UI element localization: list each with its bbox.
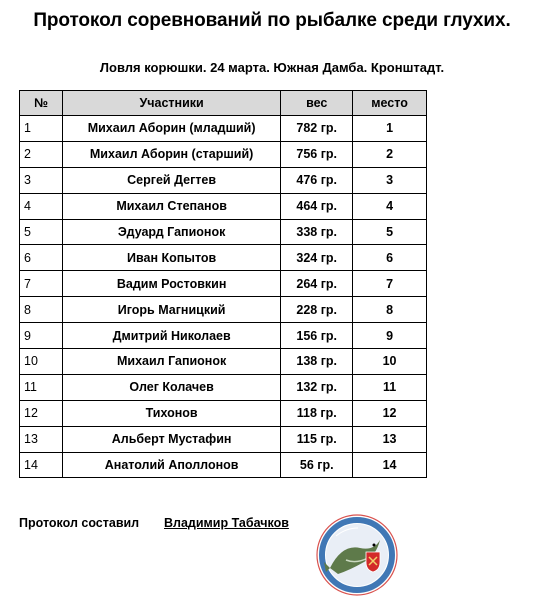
table-row: [20, 426, 427, 452]
participant-name: Иван Копытов: [62, 245, 280, 271]
table-row: [20, 141, 427, 167]
row-number: 11: [20, 374, 63, 400]
table-row: [20, 452, 427, 478]
header-weight: вес: [281, 91, 353, 116]
row-number: 13: [20, 426, 63, 452]
table-row: [20, 349, 427, 375]
participant-weight: 132 гр.: [281, 374, 353, 400]
table-row: [20, 323, 427, 349]
participant-name: Сергей Дегтев: [62, 167, 280, 193]
participant-place: 5: [353, 219, 427, 245]
participant-name: Михаил Гапионок: [62, 349, 280, 375]
participant-name: Тихонов: [62, 400, 280, 426]
row-number: 8: [20, 297, 63, 323]
table-row: [20, 116, 427, 142]
participant-weight: 464 гр.: [281, 193, 353, 219]
participant-weight: 115 гр.: [281, 426, 353, 452]
participant-weight: 756 гр.: [281, 141, 353, 167]
participant-name: Вадим Ростовкин: [62, 271, 280, 297]
table-row: [20, 167, 427, 193]
participant-weight: 264 гр.: [281, 271, 353, 297]
table-row: [20, 297, 427, 323]
participant-weight: 782 гр.: [281, 116, 353, 142]
row-number: 5: [20, 219, 63, 245]
participant-name: Анатолий Аполлонов: [62, 452, 280, 478]
participant-place: 8: [353, 297, 427, 323]
row-number: 7: [20, 271, 63, 297]
participant-place: 13: [353, 426, 427, 452]
participant-name: Игорь Магницкий: [62, 297, 280, 323]
header-participants: Участники: [62, 91, 280, 116]
participant-place: 14: [353, 452, 427, 478]
participant-name: Михаил Степанов: [62, 193, 280, 219]
participant-weight: 324 гр.: [281, 245, 353, 271]
row-number: 1: [20, 116, 63, 142]
table-row: [20, 245, 427, 271]
participant-weight: 338 гр.: [281, 219, 353, 245]
footer-author: Владимир Табачков: [164, 516, 289, 530]
participant-weight: 228 гр.: [281, 297, 353, 323]
table-row: [20, 374, 427, 400]
participant-place: 10: [353, 349, 427, 375]
row-number: 3: [20, 167, 63, 193]
fish-emblem-icon: [316, 514, 398, 596]
participant-weight: 476 гр.: [281, 167, 353, 193]
table-row: [20, 400, 427, 426]
participant-place: 4: [353, 193, 427, 219]
participant-name: Эдуард Гапионок: [62, 219, 280, 245]
row-number: 14: [20, 452, 63, 478]
participant-name: Дмитрий Николаев: [62, 323, 280, 349]
participant-place: 7: [353, 271, 427, 297]
participant-place: 3: [353, 167, 427, 193]
table-header-row: [20, 91, 427, 116]
page-subtitle: Ловля корюшки. 24 марта. Южная Дамба. Кронштадт.: [99, 60, 445, 75]
participant-place: 11: [353, 374, 427, 400]
row-number: 10: [20, 349, 63, 375]
participant-place: 12: [353, 400, 427, 426]
row-number: 2: [20, 141, 63, 167]
footer-label: Протокол составил: [19, 516, 140, 530]
table-row: [20, 271, 427, 297]
participant-place: 2: [353, 141, 427, 167]
row-number: 6: [20, 245, 63, 271]
table-row: [20, 219, 427, 245]
row-number: 4: [20, 193, 63, 219]
participant-place: 6: [353, 245, 427, 271]
participant-place: 1: [353, 116, 427, 142]
participant-weight: 138 гр.: [281, 349, 353, 375]
table-row: [20, 193, 427, 219]
participant-weight: 156 гр.: [281, 323, 353, 349]
row-number: 9: [20, 323, 63, 349]
participant-name: Олег Колачев: [62, 374, 280, 400]
participant-weight: 56 гр.: [281, 452, 353, 478]
participant-weight: 118 гр.: [281, 400, 353, 426]
header-place: место: [353, 91, 427, 116]
results-table: [19, 90, 427, 478]
participant-name: Михаил Аборин (младший): [62, 116, 280, 142]
page-title: Протокол соревнований по рыбалке среди глухих.: [33, 10, 511, 31]
participant-name: Альберт Мустафин: [62, 426, 280, 452]
participant-name: Михаил Аборин (старший): [62, 141, 280, 167]
header-number: №: [20, 91, 63, 116]
row-number: 12: [20, 400, 63, 426]
participant-place: 9: [353, 323, 427, 349]
